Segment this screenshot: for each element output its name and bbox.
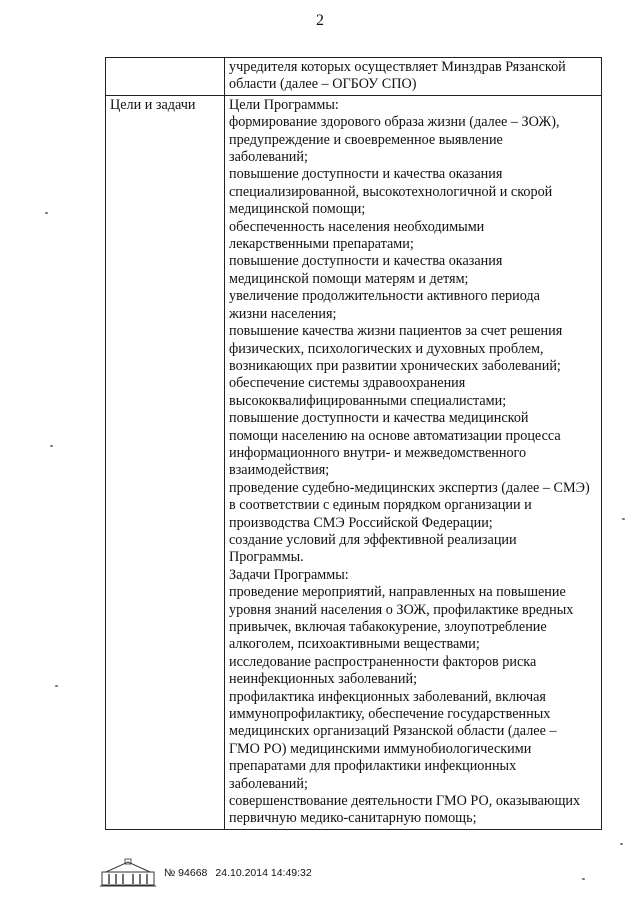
table-row [106, 95, 602, 829]
text-line: учредителя которых осуществляет Минздрав Рязанской [229, 59, 566, 75]
text-line: первичную медико-санитарную помощь; [229, 810, 477, 827]
program-table [105, 57, 602, 830]
scan-speck [50, 445, 53, 447]
row-content [225, 95, 602, 829]
text-line: повышение качества жизни пациентов за счет решения [229, 323, 563, 340]
page-number: 2 [316, 12, 324, 29]
text-line: повышение доступности и качества оказания [229, 253, 503, 270]
text-line: специализированной, высокотехнологичной и скорой [229, 183, 553, 200]
text-line: Программы. [229, 549, 304, 566]
text-line: предупреждение и своевременное выявление [229, 131, 503, 148]
text-line: обеспечение системы здравоохранения [229, 375, 466, 392]
text-line: формирование здорового образа жизни (далее – ЗОЖ), [229, 114, 560, 131]
row-content [225, 58, 602, 96]
text-line: совершенствование деятельности ГМО РО, оказывающих [229, 793, 581, 810]
row-label: Цели и задачи [106, 95, 225, 829]
text-line: заболеваний; [229, 775, 308, 792]
text-line: высококвалифицированными специалистами; [229, 392, 507, 409]
text-line: лекарственными препаратами; [229, 236, 414, 253]
scan-speck [620, 843, 623, 845]
text-line: взаимодействия; [229, 462, 330, 479]
text-line: медицинских организаций Рязанской области (далее – [229, 723, 557, 740]
scan-speck [582, 878, 585, 880]
text-line: возникающих при развитии хронических заболеваний; [229, 357, 561, 374]
text-line: медицинской помощи; [229, 201, 366, 218]
text-line: медицинской помощи матерям и детям; [229, 270, 469, 287]
scan-speck [55, 685, 58, 687]
text-line: уровня знаний населения о ЗОЖ, профилактике вредных [229, 601, 574, 618]
row-label [106, 58, 225, 96]
text-line: в соответствии с единым порядком организации и [229, 497, 532, 514]
text-line: ГМО РО) медицинскими иммунобиологическими [229, 740, 532, 757]
text-line: информационного внутри- и межведомственного [229, 444, 527, 461]
text-line: Задачи Программы: [229, 566, 349, 583]
text-line: Цели Программы: [229, 96, 339, 113]
text-line: алкоголем, психоактивными веществами; [229, 636, 480, 653]
footer [100, 858, 312, 888]
text-line: области (далее – ОГБОУ СПО) [229, 76, 417, 93]
text-line: проведение мероприятий, направленных на повышение [229, 584, 566, 601]
table-row [106, 58, 602, 96]
scan-speck [622, 518, 625, 520]
building-seal-icon [100, 858, 156, 888]
text-line: исследование распространенности факторов риска [229, 653, 537, 670]
text-line: препаратами для профилактики инфекционных [229, 758, 517, 775]
document-datetime: 24.10.2014 14:49:32 [215, 867, 312, 879]
text-line: иммунопрофилактику, обеспечение государственных [229, 706, 551, 723]
text-line: обеспеченность населения необходимыми [229, 218, 485, 235]
text-line: заболеваний; [229, 149, 308, 166]
text-line: увеличение продолжительности активного периода [229, 288, 540, 305]
text-line: создание условий для эффективной реализации [229, 531, 517, 548]
text-line: физических, психологических и духовных проблем, [229, 340, 544, 357]
text-line: производства СМЭ Российской Федерации; [229, 514, 493, 531]
text-line: профилактика инфекционных заболеваний, включая [229, 688, 546, 705]
text-line: помощи населению на основе автоматизации процесса [229, 427, 561, 444]
text-line: повышение доступности и качества медицинской [229, 410, 529, 427]
text-line: проведение судебно-медицинских экспертиз (далее – СМЭ) [229, 479, 590, 496]
scan-speck [45, 212, 48, 214]
text-line: жизни населения; [229, 305, 337, 322]
text-line: повышение доступности и качества оказания [229, 166, 503, 183]
text-line: привычек, включая табакокурение, злоупотребление [229, 619, 547, 635]
document-number: № 94668 [164, 867, 208, 879]
text-line: неинфекционных заболеваний; [229, 671, 418, 688]
